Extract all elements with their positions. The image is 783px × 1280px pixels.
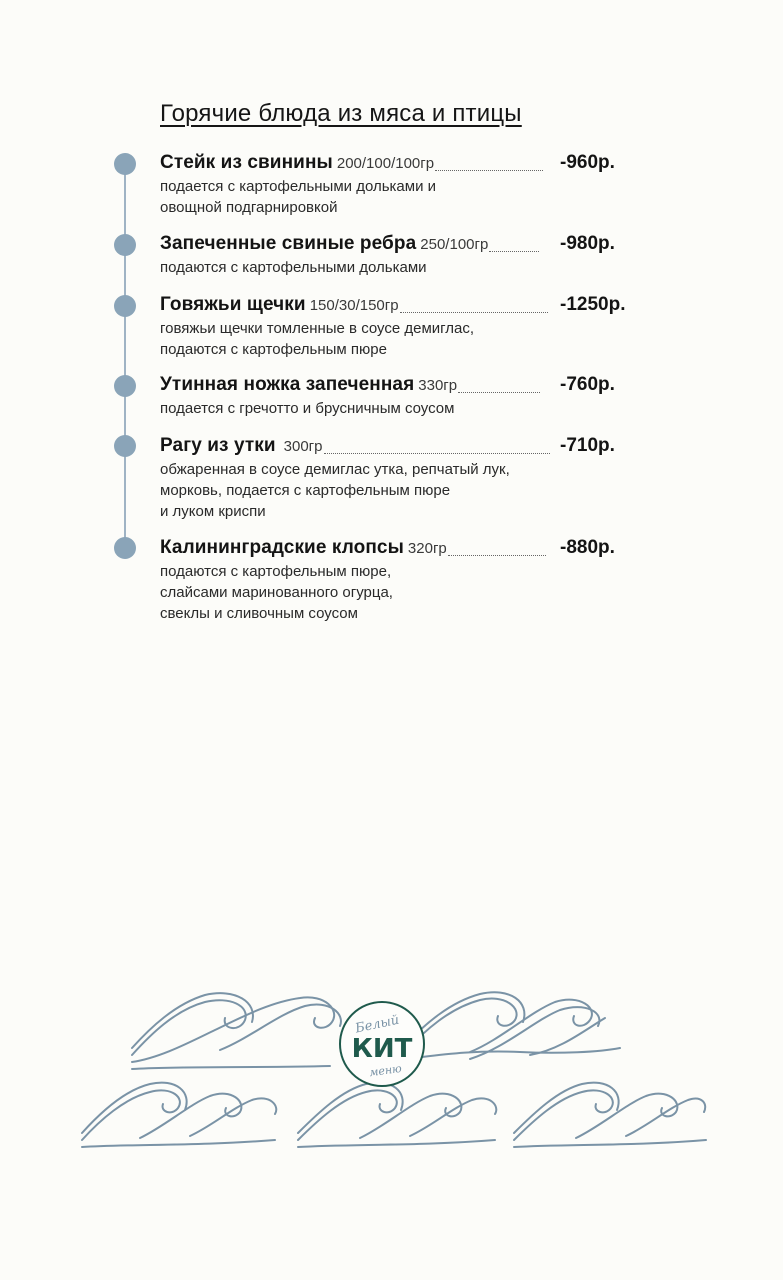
- dot-leader: [458, 392, 540, 393]
- dish-price: -980р.: [560, 233, 615, 254]
- dish-name: Стейк из свинины: [160, 152, 333, 173]
- dish-price: -880р.: [560, 537, 615, 558]
- menu-item: [160, 537, 640, 624]
- logo-main-text: КИТ: [351, 1034, 413, 1064]
- menu-item: [160, 294, 640, 360]
- menu-item: [160, 374, 640, 419]
- bullet-dot: [114, 153, 136, 175]
- dish-weight: 200/100/100гр: [336, 155, 435, 172]
- bullet-dot: [114, 375, 136, 397]
- menu-item: [160, 435, 640, 522]
- bullet-dot: [114, 435, 136, 457]
- dish-price: -1250р.: [560, 294, 626, 315]
- bullet-dot: [114, 537, 136, 559]
- dish-name: Калининградские клопсы: [160, 537, 404, 558]
- bullet-dot: [114, 295, 136, 317]
- dish-name: Говяжьи щечки: [160, 294, 306, 315]
- dish-description: обжаренная в соусе демиглас утка, репчатый лук, морковь, подается с картофельным пюре и луком криспи: [160, 461, 510, 520]
- dish-weight: 250/100гр: [420, 236, 489, 253]
- menu-item: [160, 233, 640, 278]
- dish-description: подается с гречотто и брусничным соусом: [160, 400, 455, 417]
- logo-sub-text: меню: [368, 1061, 403, 1080]
- dish-description: говяжьи щечки томленные в соусе демиглас, подаются с картофельным пюре: [160, 320, 475, 358]
- dot-leader: [324, 453, 550, 454]
- dot-leader: [400, 312, 548, 313]
- dish-description: подаются с картофельным пюре, слайсами маринованного огурца, свеклы и сливочным соусом: [160, 563, 393, 622]
- dish-price: -960р.: [560, 152, 615, 173]
- dot-leader: [489, 251, 539, 252]
- dish-weight: 150/30/150гр: [309, 297, 399, 314]
- dish-price: -710р.: [560, 435, 615, 456]
- logo-script-text: Белый: [353, 1012, 401, 1037]
- dish-weight: 320гр: [407, 540, 447, 557]
- dish-weight: 330гр: [418, 377, 458, 394]
- menu-item: [160, 152, 640, 218]
- page-title: Горячие блюда из мяса и птицы: [160, 100, 522, 127]
- dot-leader: [435, 170, 543, 171]
- dish-weight: 300гр: [283, 438, 323, 455]
- logo: [338, 1000, 426, 1088]
- timeline-line: [124, 164, 126, 548]
- dish-description: подается с картофельными дольками и овощной подгарнировкой: [160, 178, 437, 216]
- dish-price: -760р.: [560, 374, 615, 395]
- dish-name: Утинная ножка запеченная: [160, 374, 415, 395]
- dish-description: подаются с картофельными дольками: [160, 259, 427, 276]
- dish-name: Запеченные свиные ребра: [160, 233, 417, 254]
- dot-leader: [448, 555, 546, 556]
- dish-name: Рагу из утки: [160, 435, 276, 456]
- bullet-dot: [114, 234, 136, 256]
